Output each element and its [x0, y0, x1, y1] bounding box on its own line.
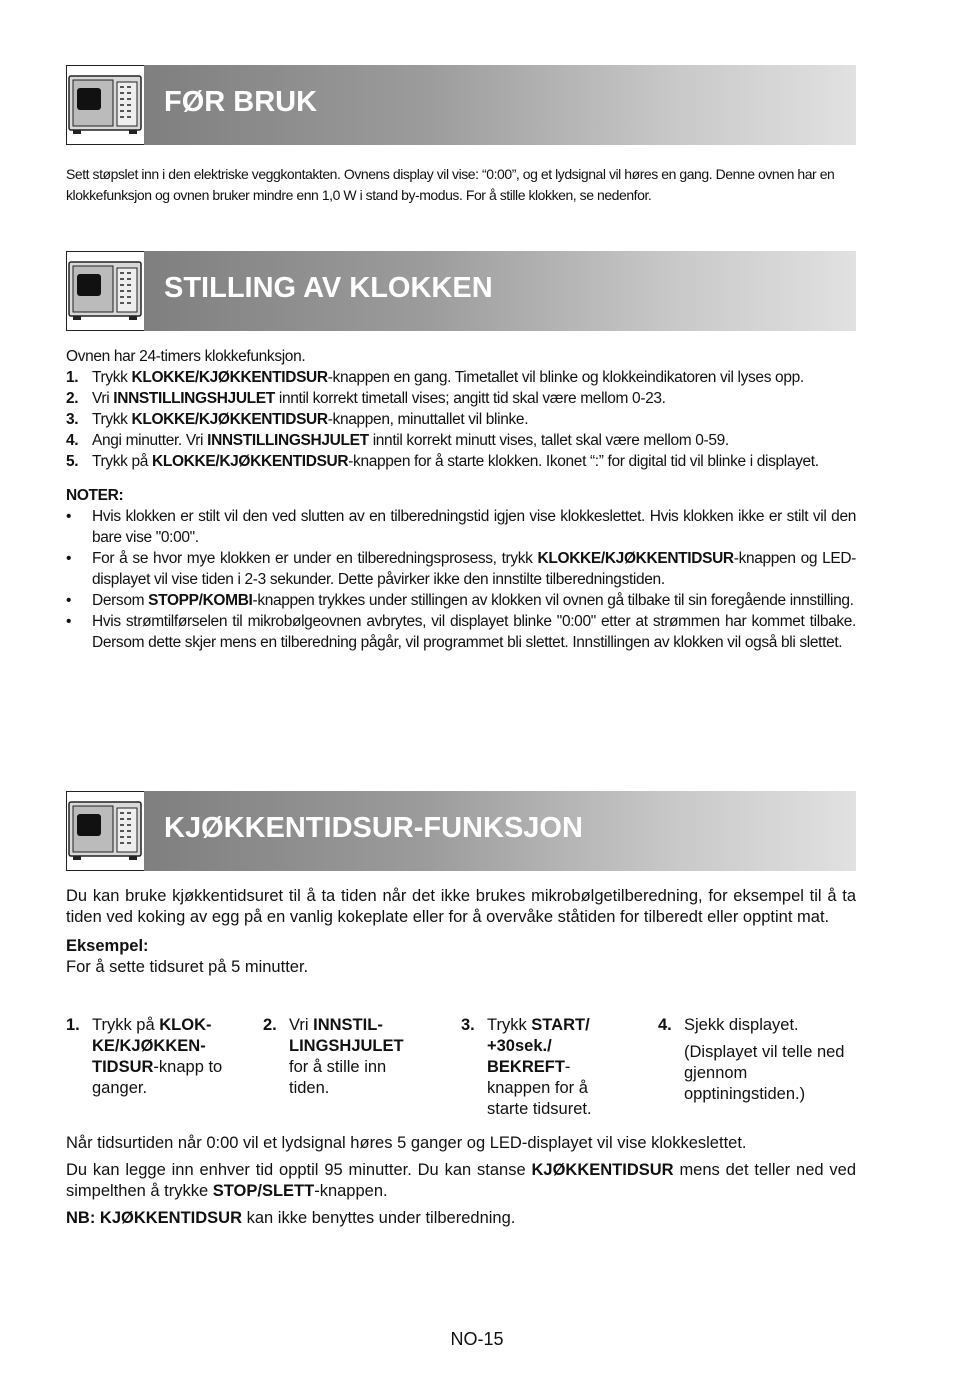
- button-name: INNSTILLINGSHJULET: [113, 390, 275, 407]
- step-number: 3.: [66, 411, 79, 428]
- notes-list: [66, 506, 856, 653]
- list-item: [66, 548, 856, 590]
- list-item: [66, 430, 856, 451]
- button-name: START/ +30sek./ BEKREFT: [487, 1016, 590, 1076]
- step-text: Trykk på: [92, 453, 153, 470]
- paragraph-text: -knappen.: [314, 1182, 388, 1200]
- button-name: STOPP/KOMBI: [148, 592, 253, 609]
- paragraph: Sett støpslet inn i den elektriske veggkontakten. Ovnens display vil vise: “0:00”, og et lydsignal vil høres en gang. Denne ovnen har en klokkefunksjon og ovnen bruker mindre enn 1,0 W i stand by-modus. For å stille klokken, se nedenfor.: [66, 166, 835, 203]
- note-text: Hvis strømtilførselen til mikrobølgeovnen avbrytes, vil displayet blinke "0:00" etter at strømmen har kommet tilbake. Dersom dette skjer mens en tilberedning pågår, vil programmet bli slettet. Innstillingen av klokken vil også bli slettet.: [92, 613, 856, 651]
- microwave-icon: [66, 65, 145, 145]
- step-number: 2.: [263, 1016, 277, 1034]
- note-text: -knappen trykkes under stillingen av klokken vil ovnen gå tilbake til sin foregående innstilling.: [252, 592, 854, 609]
- note-text: Hvis klokken er stilt vil den ved slutten av en tilberedningstid igjen vise klokkeslettet. Hvis klokken ikke er stilt vil den bare vise "0:00".: [92, 508, 856, 546]
- kjokkentidsur-footer-text: [66, 1133, 856, 1229]
- title-bar: [144, 791, 856, 871]
- step-text: Vri: [92, 390, 114, 407]
- title-bar: [144, 65, 856, 145]
- paragraph-text: Du kan legge inn enhver tid opptil 95 minutter. Du kan stanse: [66, 1161, 532, 1179]
- intro-text: Ovnen har 24-timers klokkefunksjon.: [66, 348, 306, 365]
- step-number: 3.: [461, 1016, 475, 1034]
- section-title: KJØKKENTIDSUR-FUNKSJON: [164, 812, 583, 844]
- step-number: 1.: [66, 1016, 80, 1034]
- timer-steps: [66, 1015, 856, 1125]
- example-text: For å sette tidsuret på 5 minutter.: [66, 958, 309, 976]
- step-text: Trykk: [92, 369, 132, 386]
- button-name: KLOKKE/KJØKKENTIDSUR: [131, 411, 328, 428]
- section-header-stilling: [66, 251, 856, 331]
- list-item: [66, 611, 856, 653]
- paragraph-text: mens det teller ned ved simpelthen å trykke: [66, 1161, 856, 1200]
- intro-text: Du kan bruke kjøkkentidsuret til å ta tiden når det ikke brukes mikrobølgetilberedning, for eksempel til å ta tiden ved koking av egg på en vanlig kokeplate eller for å overvåke ståtiden for tilberedt eller opptint mat.: [66, 887, 856, 926]
- kjokkentidsur-body: [66, 886, 856, 978]
- step-text: inntil korrekt timetall vises; angitt tid skal være mellom 0-23.: [274, 390, 666, 407]
- step-note: (Displayet vil telle ned gjennom opptiningstiden.): [684, 1043, 845, 1103]
- clock-steps: [66, 367, 856, 472]
- page-number: NO-15: [450, 1329, 504, 1349]
- nb-label: NB: KJØKKENTIDSUR: [66, 1209, 243, 1227]
- step-text: -knapp to ganger.: [92, 1058, 223, 1097]
- note-text: -knappen og LED-displayet vil vise tiden i 2-3 sekunder. Dette påvirker ikke den innstilte tilberedningstiden.: [92, 550, 856, 588]
- step-number: 5.: [66, 453, 79, 470]
- section-title: STILLING AV KLOKKEN: [164, 272, 493, 304]
- title-bar: [144, 251, 856, 331]
- paragraph: [66, 1160, 856, 1202]
- section-header-kjokkentidsur: [66, 791, 856, 871]
- button-name: INNSTILLINGSHJULET: [289, 1016, 404, 1055]
- step-text: Angi minutter. Vri: [92, 432, 208, 449]
- bullet: •: [66, 508, 72, 525]
- step-text: -knappen, minuttallet vil blinke.: [327, 411, 529, 428]
- bullet: •: [66, 550, 72, 567]
- button-name: KLOKKE/KJØKKENTIDSUR: [131, 369, 328, 386]
- microwave-icon: [66, 251, 145, 331]
- section-title: FØR BRUK: [164, 86, 318, 118]
- note-text: For å se hvor mye klokken er under en tilberedningsprosess, trykk: [92, 550, 538, 567]
- list-item: [66, 506, 856, 548]
- bullet: •: [66, 613, 72, 630]
- nb-note: [66, 1208, 856, 1229]
- step-text: Trykk på: [92, 1016, 160, 1034]
- list-item: [66, 409, 856, 430]
- step-text: Trykk: [487, 1016, 532, 1034]
- step-number: 2.: [66, 390, 79, 407]
- list-item: [66, 388, 856, 409]
- note-text: Dersom: [92, 592, 149, 609]
- bullet: •: [66, 592, 72, 609]
- step-text: -knappen en gang. Timetallet vil blinke og klokkeindikatoren vil lyses opp.: [327, 369, 804, 386]
- step-number: 4.: [66, 432, 79, 449]
- list-item: [66, 590, 856, 611]
- button-name: INNSTILLINGSHJULET: [207, 432, 369, 449]
- section-header-for-bruk: [66, 65, 856, 145]
- stilling-body: [66, 346, 856, 653]
- button-name: KLOKKE/KJØKKENTIDSUR: [537, 550, 734, 567]
- step-text: inntil korrekt minutt vises, tallet skal være mellom 0-59.: [368, 432, 729, 449]
- step-text: -knappen for å starte tidsuret.: [487, 1058, 592, 1118]
- step-text: for å stille inn tiden.: [289, 1058, 387, 1097]
- button-name: KLOKKE/KJØKKENTIDSUR: [92, 1016, 212, 1076]
- for-bruk-text: [66, 164, 856, 206]
- step-number: 4.: [658, 1016, 672, 1034]
- microwave-icon: [66, 791, 145, 871]
- button-name: KJØKKENTIDSUR: [531, 1161, 674, 1179]
- step-text: Vri: [289, 1016, 314, 1034]
- step-text: Sjekk displayet.: [684, 1016, 799, 1034]
- step-number: 1.: [66, 369, 79, 386]
- button-name: STOP/SLETT: [212, 1182, 315, 1200]
- nb-text: kan ikke benyttes under tilberedning.: [242, 1209, 516, 1227]
- button-name: KLOKKE/KJØKKENTIDSUR: [152, 453, 349, 470]
- list-item: [66, 367, 856, 388]
- list-item: [66, 451, 856, 472]
- notes-label: NOTER:: [66, 487, 124, 504]
- step-text: -knappen for å starte klokken. Ikonet “:” for digital tid vil blinke i displayet.: [348, 453, 819, 470]
- example-label: Eksempel:: [66, 937, 149, 955]
- paragraph: Når tidsurtiden når 0:00 vil et lydsignal høres 5 ganger og LED-displayet vil vise klokkeslettet.: [66, 1134, 747, 1152]
- step-text: Trykk: [92, 411, 132, 428]
